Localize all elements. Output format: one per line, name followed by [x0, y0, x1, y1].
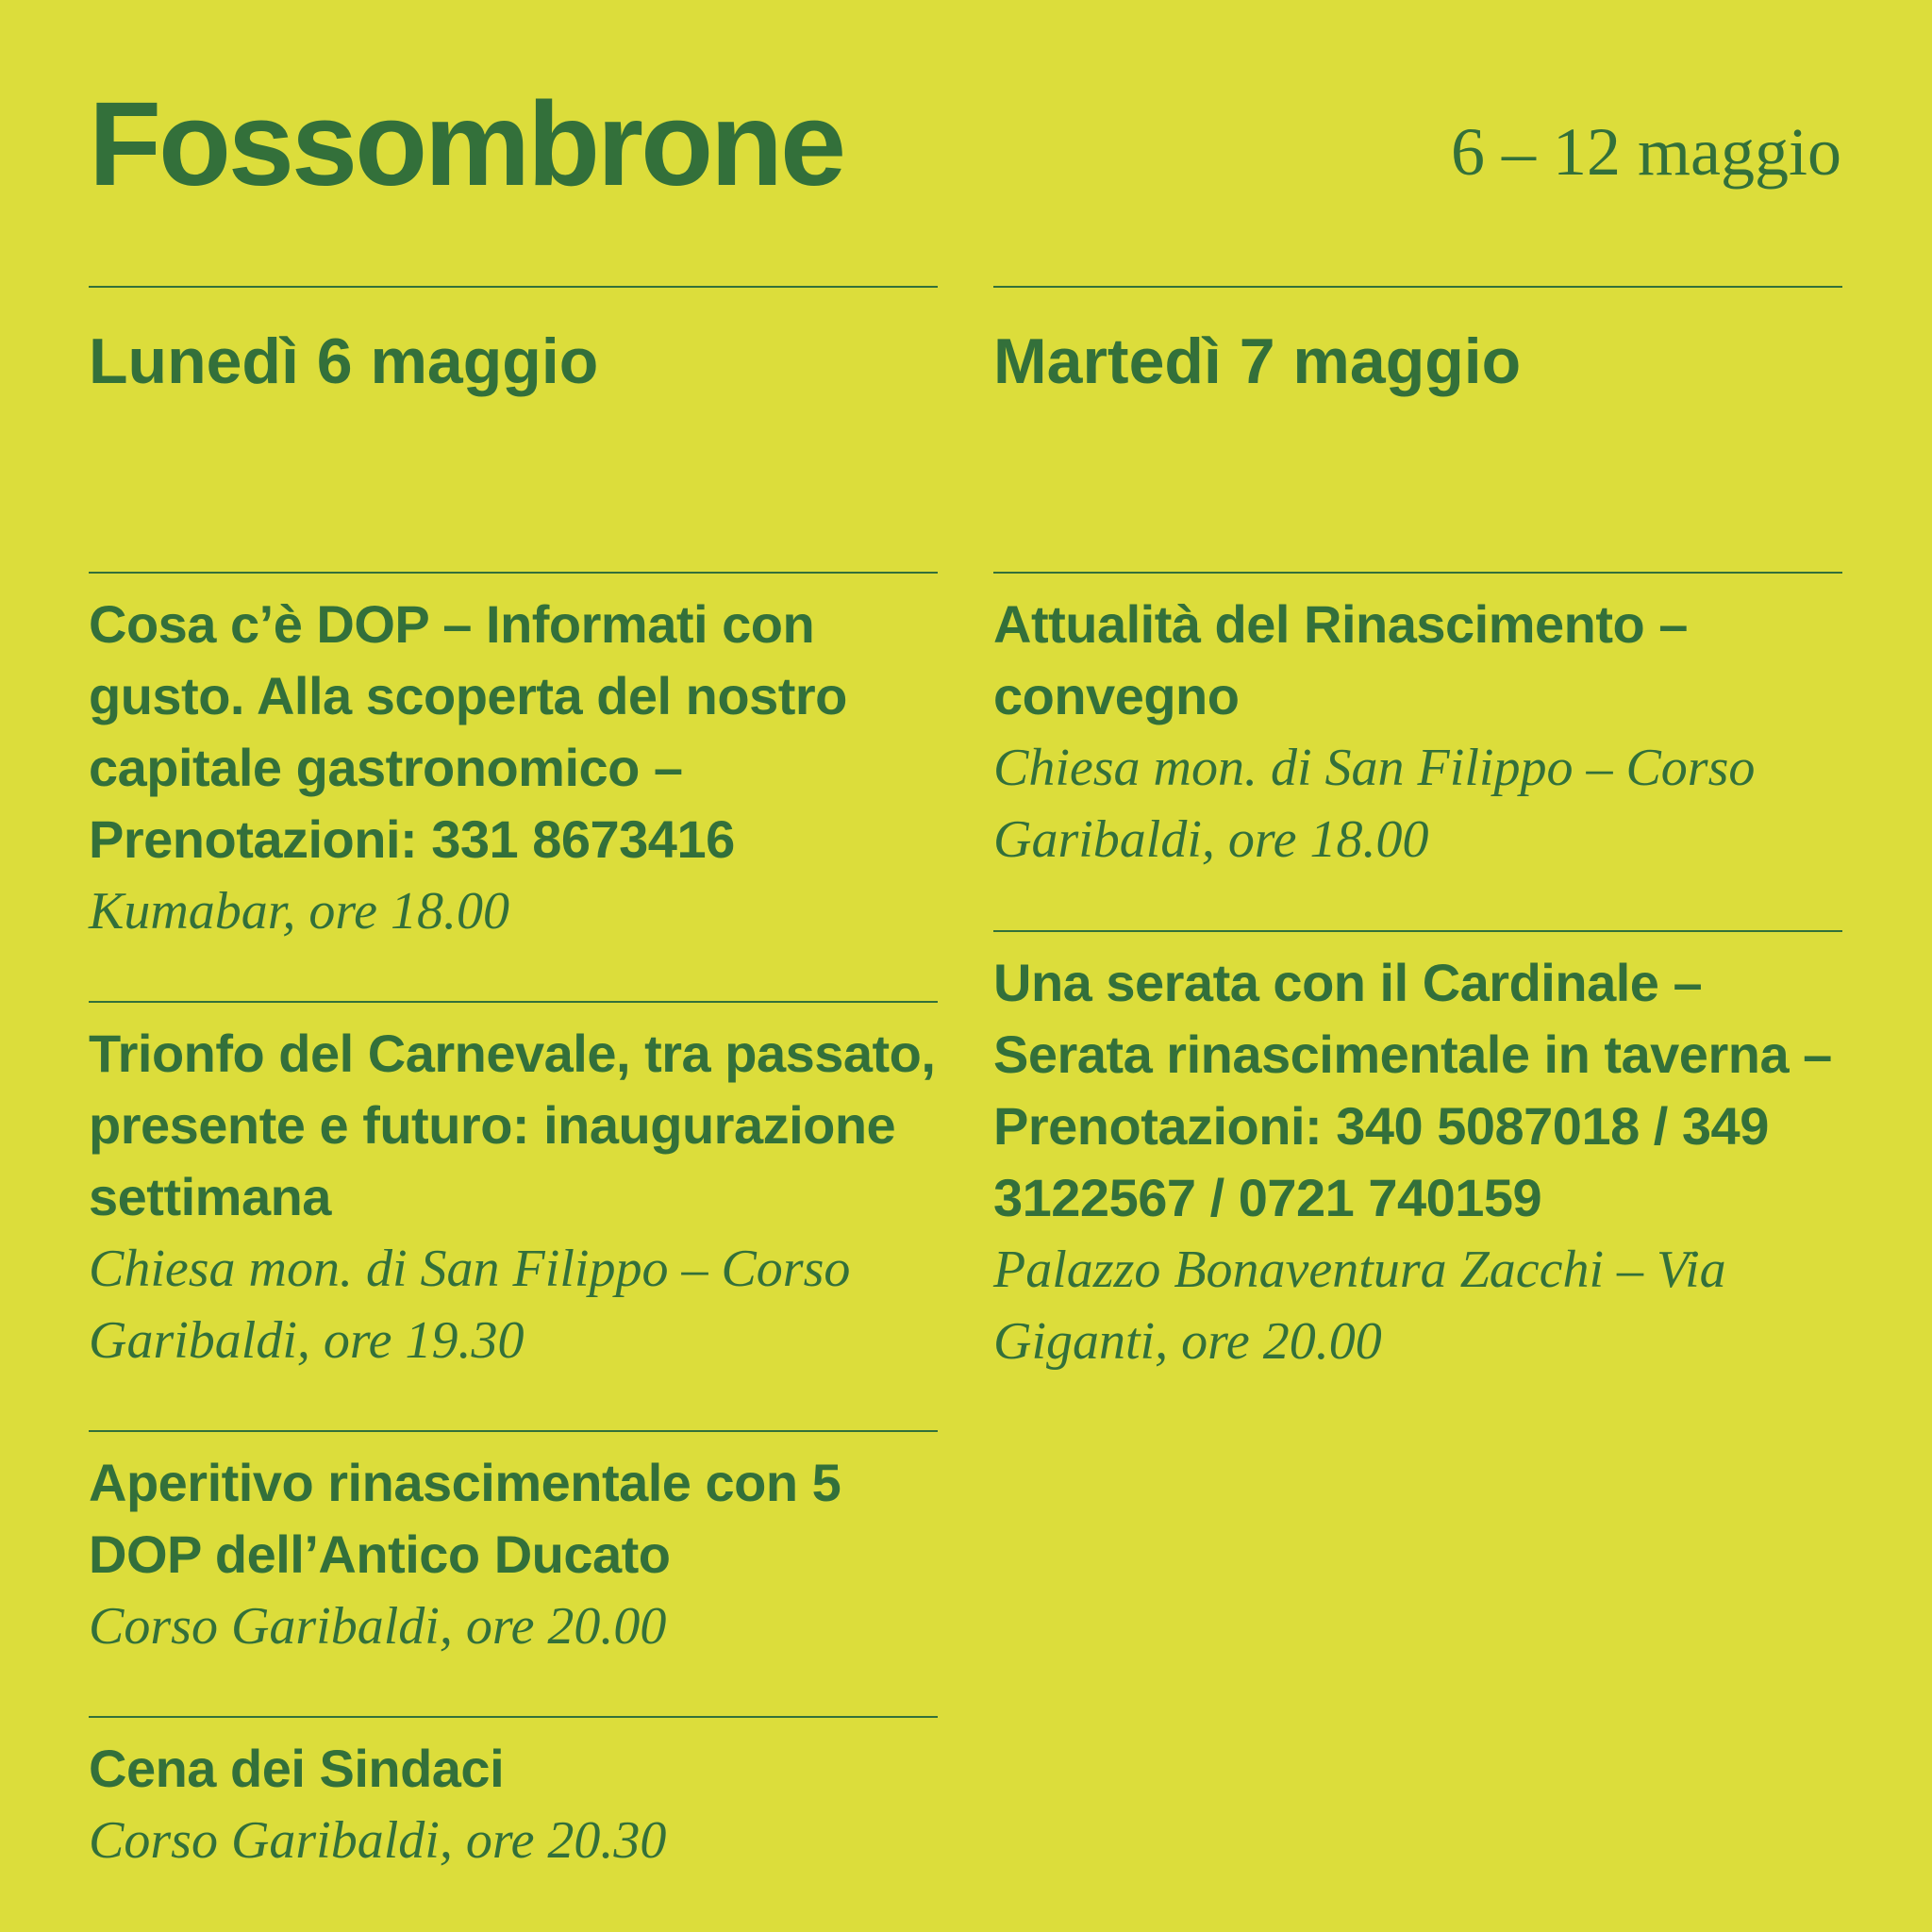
event-title: Trionfo del Carnevale, tra passato, presente e futuro: inaugurazione settimana	[89, 1024, 936, 1226]
event-place: Chiesa mon. di San Filippo – Corso Garibaldi, ore 18.00	[993, 739, 1756, 869]
page-title: Fossombrone	[89, 77, 844, 210]
event-item	[89, 1733, 938, 1876]
event-title: Una serata con il Cardinale – Serata rinascimentale in taverna – Prenotazioni: 340 5087018 / 349 3122567 / 0721 740159	[993, 953, 1832, 1227]
divider	[89, 1716, 938, 1718]
event-place: Kumabar, ore 18.00	[89, 882, 509, 941]
day-heading: Martedì 7 maggio	[993, 325, 1522, 397]
event-title: Aperitivo rinascimentale con 5 DOP dell’Antico Ducato	[89, 1453, 841, 1584]
event-title: Cena dei Sindaci	[89, 1739, 505, 1798]
event-place: Chiesa mon. di San Filippo – Corso Garibaldi, ore 19.30	[89, 1240, 851, 1370]
day-heading: Lunedì 6 maggio	[89, 325, 599, 397]
divider	[993, 286, 1842, 288]
event-title: Attualità del Rinascimento – convegno	[993, 594, 1688, 725]
event-item	[993, 947, 1842, 1377]
divider	[89, 1430, 938, 1432]
event-item	[89, 589, 938, 947]
divider	[89, 1001, 938, 1003]
divider	[993, 930, 1842, 932]
date-range: 6 – 12 maggio	[1451, 114, 1841, 190]
divider	[89, 286, 938, 288]
divider	[993, 572, 1842, 574]
event-place: Palazzo Bonaventura Zacchi – Via Giganti, ore 20.00	[993, 1241, 1726, 1371]
event-item	[89, 1447, 938, 1662]
event-item	[993, 589, 1842, 875]
event-item	[89, 1018, 938, 1376]
event-title: Cosa c’è DOP – Informati con gusto. Alla scoperta del nostro capitale gastronomico – Prenotazioni: 331 8673416	[89, 594, 847, 869]
event-place: Corso Garibaldi, ore 20.30	[89, 1811, 667, 1870]
day-column-monday	[89, 0, 938, 1932]
event-place: Corso Garibaldi, ore 20.00	[89, 1597, 667, 1656]
divider	[89, 572, 938, 574]
day-column-tuesday	[993, 0, 1842, 1932]
